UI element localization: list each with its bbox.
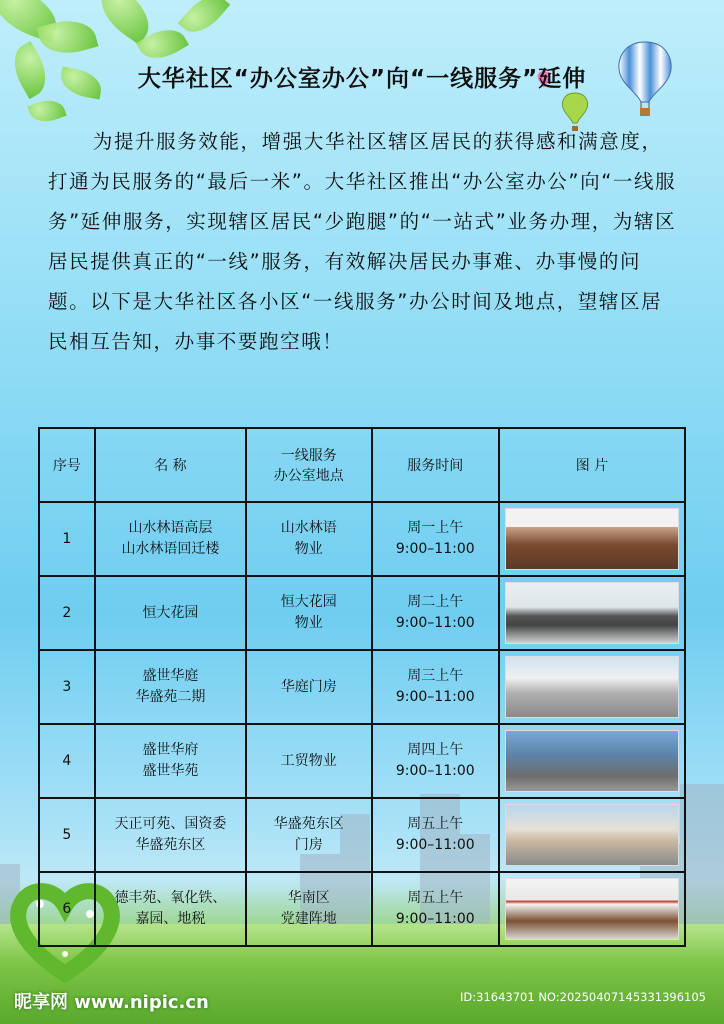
row-name-line2: 华盛苑东区 <box>135 837 206 853</box>
row-photo-cell <box>499 650 685 724</box>
row-no-text: 2 <box>62 604 72 621</box>
row-time <box>372 798 500 872</box>
row-time <box>372 576 500 650</box>
row-name-line2: 山水林语回迁楼 <box>121 541 220 557</box>
row-no <box>39 576 95 650</box>
leaf-decoration <box>178 0 230 41</box>
row-photo-cell <box>499 576 685 650</box>
row-name-line1: 天正可苑、国资委 <box>114 816 227 832</box>
row-day: 周四上午 <box>407 742 464 758</box>
row-name-line2: 嘉园、地税 <box>135 911 206 927</box>
row-name-line1: 盛世华庭 <box>142 668 199 684</box>
table-row <box>39 872 685 946</box>
header-time: 服务时间 <box>372 428 500 502</box>
party-room-photo <box>505 878 679 940</box>
row-day: 周五上午 <box>407 890 464 906</box>
row-photo-cell <box>499 502 685 576</box>
row-hours: 9:00–11:00 <box>395 541 475 557</box>
row-day: 周二上午 <box>407 594 464 610</box>
row-name-line2: 盛世华苑 <box>142 763 199 779</box>
row-location <box>246 650 371 724</box>
row-name <box>95 650 246 724</box>
gatehouse-photo <box>505 656 679 718</box>
row-name-line1: 山水林语高层 <box>128 520 213 536</box>
row-no-text: 4 <box>62 752 72 769</box>
page-title: 大华社区“办公室办公”向“一线服务”延伸 <box>137 66 587 92</box>
row-hours: 9:00–11:00 <box>395 615 475 631</box>
meeting-room-photo <box>505 582 679 644</box>
row-location <box>246 502 371 576</box>
row-location-line2: 门房 <box>294 837 323 853</box>
street-car-photo <box>505 804 679 866</box>
office-interior-photo <box>505 508 679 570</box>
row-name-line1: 德丰苑、氧化铁、 <box>114 890 227 906</box>
row-no <box>39 650 95 724</box>
row-name-line1: 盛世华府 <box>142 742 199 758</box>
row-no <box>39 502 95 576</box>
row-name <box>95 724 246 798</box>
row-no-text: 3 <box>62 678 72 695</box>
row-location-line1: 华庭门房 <box>280 678 337 695</box>
row-location-line2: 党建阵地 <box>280 911 337 927</box>
row-photo-cell <box>499 872 685 946</box>
row-photo-cell <box>499 798 685 872</box>
row-no-text: 1 <box>62 530 72 547</box>
row-name <box>95 576 246 650</box>
row-hours: 9:00–11:00 <box>395 837 475 853</box>
row-location-line2: 物业 <box>294 615 323 631</box>
building-entrance-photo <box>505 730 679 792</box>
row-no <box>39 724 95 798</box>
table-header-row <box>39 428 685 502</box>
row-location-line1: 山水林语 <box>280 520 337 536</box>
header-location-line1: 一线服务 <box>280 448 337 464</box>
row-name-line2: 华盛苑二期 <box>135 689 206 705</box>
row-hours: 9:00–11:00 <box>395 911 475 927</box>
row-location <box>246 798 371 872</box>
skyline <box>680 784 724 934</box>
intro-paragraph: 为提升服务效能，增强大华社区辖区居民的获得感和满意度，打通为民服务的“最后一米”。大华社区推出“办公室办公”向“一线服务”延伸服务，实现辖区居民“少跑腿”的“一站式”业务办理，为辖区居民提供真正的“一线”服务，有效解决居民办事难、办事慢的问题。以下是大华社区各小区“一线服务”办公时间及地点，望辖区居民相互告知，办事不要跑空哦！ <box>48 130 677 353</box>
row-name <box>95 872 246 946</box>
watermark-logo: 昵享网 www.nipic.cn <box>14 992 209 1013</box>
row-location-line1: 华盛苑东区 <box>273 816 344 832</box>
row-no-text: 5 <box>62 826 72 843</box>
row-time <box>372 650 500 724</box>
row-name <box>95 502 246 576</box>
table-row <box>39 798 685 872</box>
row-hours: 9:00–11:00 <box>395 763 475 779</box>
image-id-text: ID:31643701 NO:20250407145331396105 <box>460 990 706 1004</box>
row-no <box>39 798 95 872</box>
row-time <box>372 502 500 576</box>
row-day: 周五上午 <box>407 816 464 832</box>
row-day: 周一上午 <box>407 520 464 536</box>
row-location <box>246 576 371 650</box>
header-no: 序号 <box>39 428 95 502</box>
table-row <box>39 576 685 650</box>
row-location <box>246 724 371 798</box>
row-no <box>39 872 95 946</box>
row-location-line1: 工贸物业 <box>280 752 337 769</box>
table-row <box>39 502 685 576</box>
row-no-text: 6 <box>62 900 72 917</box>
row-time <box>372 872 500 946</box>
row-day: 周三上午 <box>407 668 464 684</box>
header-name: 名 称 <box>95 428 246 502</box>
header-location <box>246 428 371 502</box>
table-row <box>39 650 685 724</box>
service-schedule-table <box>38 427 686 947</box>
row-location-line1: 恒大花园 <box>280 594 337 610</box>
header-location-line2: 办公室地点 <box>273 468 344 484</box>
row-photo-cell <box>499 724 685 798</box>
row-name <box>95 798 246 872</box>
row-location-line1: 华南区 <box>287 890 330 906</box>
row-hours: 9:00–11:00 <box>395 689 475 705</box>
row-time <box>372 724 500 798</box>
row-location <box>246 872 371 946</box>
row-name-line1: 恒大花园 <box>142 604 199 621</box>
table-row <box>39 724 685 798</box>
row-location-line2: 物业 <box>294 541 323 557</box>
header-photo: 图 片 <box>499 428 685 502</box>
